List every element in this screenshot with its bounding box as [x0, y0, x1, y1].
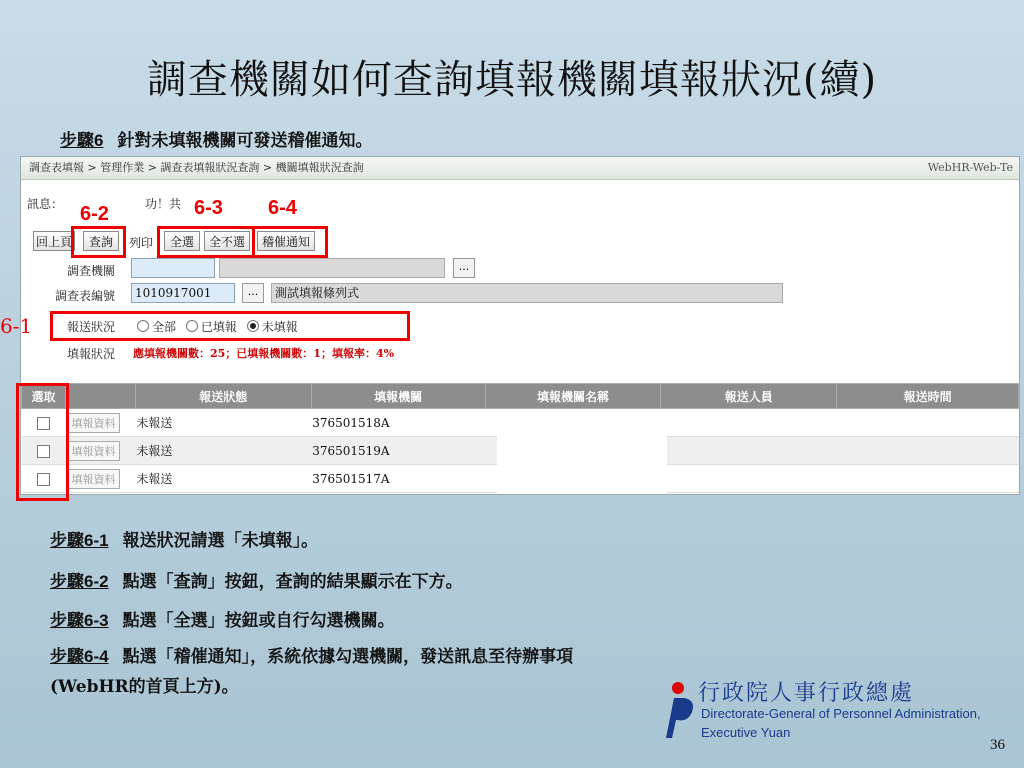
- step-6-1: [50, 526, 318, 551]
- agency-code-input[interactable]: [131, 258, 215, 278]
- query-button[interactable]: 查詢: [83, 231, 119, 251]
- logo-chinese-name: 行政院人事行政總處: [698, 681, 915, 706]
- step-6-2: [50, 567, 463, 592]
- fill-data-button[interactable]: 填報資料: [66, 441, 120, 461]
- intro-step-text: 針對未填報機關可發送稽催通知。: [117, 131, 373, 151]
- row-agency-code: 376501517A: [311, 465, 485, 493]
- step-text: 點選「全選」按鈕或自行勾選機關。: [122, 611, 395, 631]
- radio-unfilled[interactable]: 未填報: [247, 320, 298, 334]
- agency-label: 調查機關: [67, 264, 116, 278]
- row-agency-code: 376501518A: [311, 409, 485, 437]
- survey-name-field: 測試填報條列式: [271, 283, 783, 303]
- print-link[interactable]: 列印: [129, 236, 154, 250]
- survey-no-input[interactable]: 1010917001: [131, 283, 235, 303]
- step-label: 步驟6-4: [50, 647, 109, 666]
- annotation-box-select: [16, 383, 69, 501]
- col-header-agency-name: 填報機關名稱: [485, 384, 661, 409]
- report-status-label: 報送狀況: [67, 320, 116, 334]
- dgpa-logo-icon: [658, 680, 698, 740]
- back-button[interactable]: 回上頁: [33, 231, 75, 251]
- redaction-block: [497, 415, 667, 493]
- col-header-action: [65, 384, 135, 409]
- annotation-tag-6-1: 6-1: [0, 314, 33, 338]
- step-text: 點選「查詢」按鈕，查詢的結果顯示在下方。: [122, 572, 463, 592]
- col-header-agency: 填報機關: [311, 384, 485, 409]
- col-header-report-time: 報送時間: [837, 384, 1019, 409]
- row-status: 未報送: [135, 465, 311, 493]
- select-all-button[interactable]: 全選: [164, 231, 200, 251]
- survey-lookup-button[interactable]: ...: [242, 283, 264, 303]
- system-name: WebHR-Web-Te: [927, 161, 1013, 174]
- radio-all[interactable]: 全部: [137, 320, 176, 334]
- annotation-box-6-2: [71, 226, 126, 258]
- slide-title: 調查機關如何查詢填報機關填報狀況(續): [146, 57, 878, 103]
- agency-name-field: [219, 258, 445, 278]
- row-reporter: [661, 409, 837, 437]
- survey-no-label: 調查表編號: [55, 289, 116, 303]
- col-header-status: 報送狀態: [135, 384, 311, 409]
- step-text: 點選「稽催通知」，系統依據勾選機關，發送訊息至待辦事項: [122, 647, 574, 667]
- annotation-tag-6-4: 6-4: [268, 197, 297, 219]
- message-text: 功！共: [145, 197, 182, 211]
- fill-status-text: 應填報機關數：25；已填報機關數：1；填報率：4%: [133, 347, 395, 360]
- row-reporter: [661, 465, 837, 493]
- row-report-time: [837, 437, 1019, 465]
- deselect-all-button[interactable]: 全不選: [204, 231, 250, 251]
- step-6-3: [50, 606, 395, 631]
- step-label: 步驟6-1: [50, 531, 109, 550]
- intro-step-label: 步驟6: [60, 131, 104, 150]
- col-header-select: 選取: [22, 384, 66, 409]
- logo-english-line2: Executive Yuan: [701, 725, 791, 740]
- agency-lookup-button[interactable]: ...: [453, 258, 475, 278]
- radio-filled[interactable]: 已填報: [186, 320, 237, 334]
- logo-english-line1: Directorate-General of Personnel Administration,: [701, 706, 981, 721]
- col-header-reporter: 報送人員: [661, 384, 837, 409]
- annotation-box-6-4: [252, 226, 328, 258]
- row-report-time: [837, 465, 1019, 493]
- step-continuation: (WebHR的首頁上方)。: [50, 677, 239, 697]
- annotation-box-6-1: [50, 311, 410, 341]
- row-agency-code: 376501519A: [311, 437, 485, 465]
- fill-data-button[interactable]: 填報資料: [66, 469, 120, 489]
- breadcrumb-bar: [21, 157, 1019, 180]
- message-label: 訊息：: [27, 197, 64, 211]
- step-text: 報送狀況請選「未填報」。: [122, 531, 319, 551]
- step-6-4: [50, 642, 573, 667]
- fill-data-button[interactable]: 填報資料: [66, 413, 120, 433]
- row-status: 未報送: [135, 409, 311, 437]
- row-status: 未報送: [135, 437, 311, 465]
- table-header-row: [22, 384, 1019, 409]
- row-reporter: [661, 437, 837, 465]
- step-label: 步驟6-2: [50, 572, 109, 591]
- annotation-box-6-3: [157, 226, 255, 258]
- fill-status-label: 填報狀況: [67, 347, 116, 361]
- page-number: 36: [990, 737, 1005, 753]
- step-label: 步驟6-3: [50, 611, 109, 630]
- intro-step: [60, 126, 372, 151]
- annotation-tag-6-3: 6-3: [194, 197, 223, 219]
- urge-notice-button[interactable]: 稽催通知: [257, 231, 315, 251]
- annotation-tag-6-2: 6-2: [80, 203, 109, 225]
- breadcrumb: 調查表填報 > 管理作業 > 調查表填報狀況查詢 > 機關填報狀況查詢: [29, 161, 364, 174]
- row-report-time: [837, 409, 1019, 437]
